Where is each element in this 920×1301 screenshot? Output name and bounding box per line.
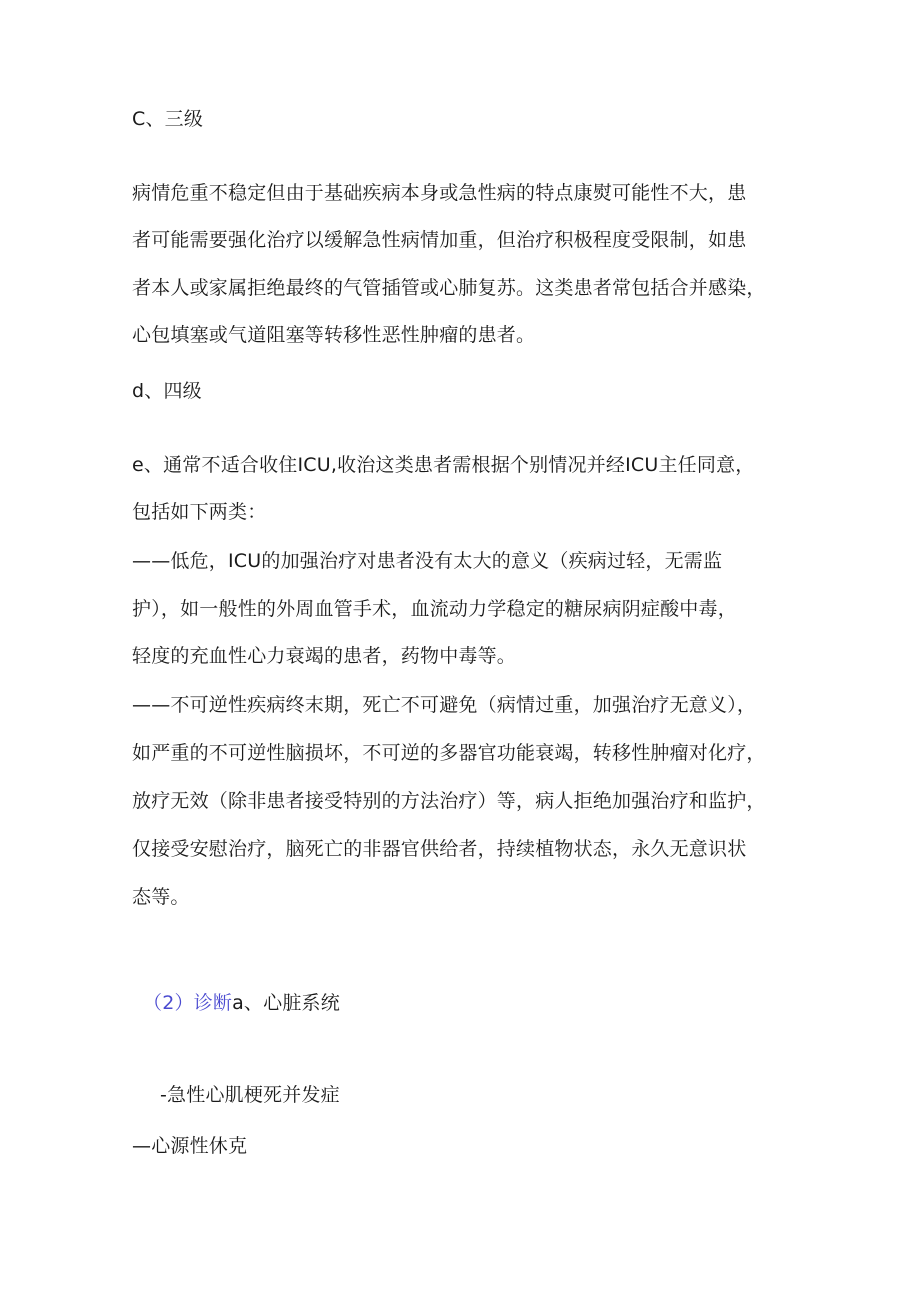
paragraph-c-line-1: 病情危重不稳定但由于基础疾病本身或急性病的特点康熨可能性不大，患 xyxy=(132,182,747,204)
paragraph-e-line-5: 轻度的充血性心力衰竭的患者，药物中毒等。 xyxy=(132,645,517,667)
paragraph-e-line-1: e、通常不适合收住ICU,收治这类患者需根据个别情况并经ICU主任同意， xyxy=(132,454,755,476)
list-item: -急性心肌梗死并发症 xyxy=(160,1084,340,1106)
paragraph-c-line-2: 者可能需要强化治疗以缓解急性病情加重，但治疗积极程度受限制，如患 xyxy=(132,229,747,251)
paragraph-e-line-9: 仅接受安慰治疗，脑死亡的非器官供给者，持续植物状态，永久无意识状 xyxy=(132,838,747,860)
paragraph-e-line-2: 包括如下两类： xyxy=(132,501,267,523)
diagnosis-heading-rest: a、心脏系统 xyxy=(232,992,340,1014)
paragraph-e-line-8: 放疗无效（除非患者接受特别的方法治疗）等，病人拒绝加强治疗和监护， xyxy=(132,790,766,812)
paragraph-e-line-7: 如严重的不可逆性脑损坏，不可逆的多器官功能衰竭，转移性肿瘤对化疗， xyxy=(132,742,766,764)
diagnosis-heading xyxy=(143,990,340,1016)
list-item: —心源性休克 xyxy=(132,1135,248,1157)
section-c-heading: C、三级 xyxy=(132,108,204,130)
paragraph-e-line-6: ——不可逆性疾病终末期，死亡不可避免（病情过重，加强治疗无意义）， xyxy=(132,694,757,716)
paragraph-e-line-3: ——低危，ICU的加强治疗对患者没有太大的意义（疾病过轻，无需监 xyxy=(132,550,723,572)
paragraph-e-line-4: 护），如一般性的外周血管手术，血流动力学稳定的糖尿病阴症酸中毒， xyxy=(132,598,737,620)
paragraph-c-line-3: 者本人或家属拒绝最终的气管插管或心肺复苏。这类患者常包括合并感染， xyxy=(132,277,766,299)
diagnosis-heading-prefix: （2）诊断 xyxy=(143,992,233,1014)
paragraph-c-line-4: 心包填塞或气道阻塞等转移性恶性肿瘤的患者。 xyxy=(132,324,536,346)
paragraph-e-line-10: 态等。 xyxy=(132,886,190,908)
section-d-heading: d、四级 xyxy=(132,380,202,402)
